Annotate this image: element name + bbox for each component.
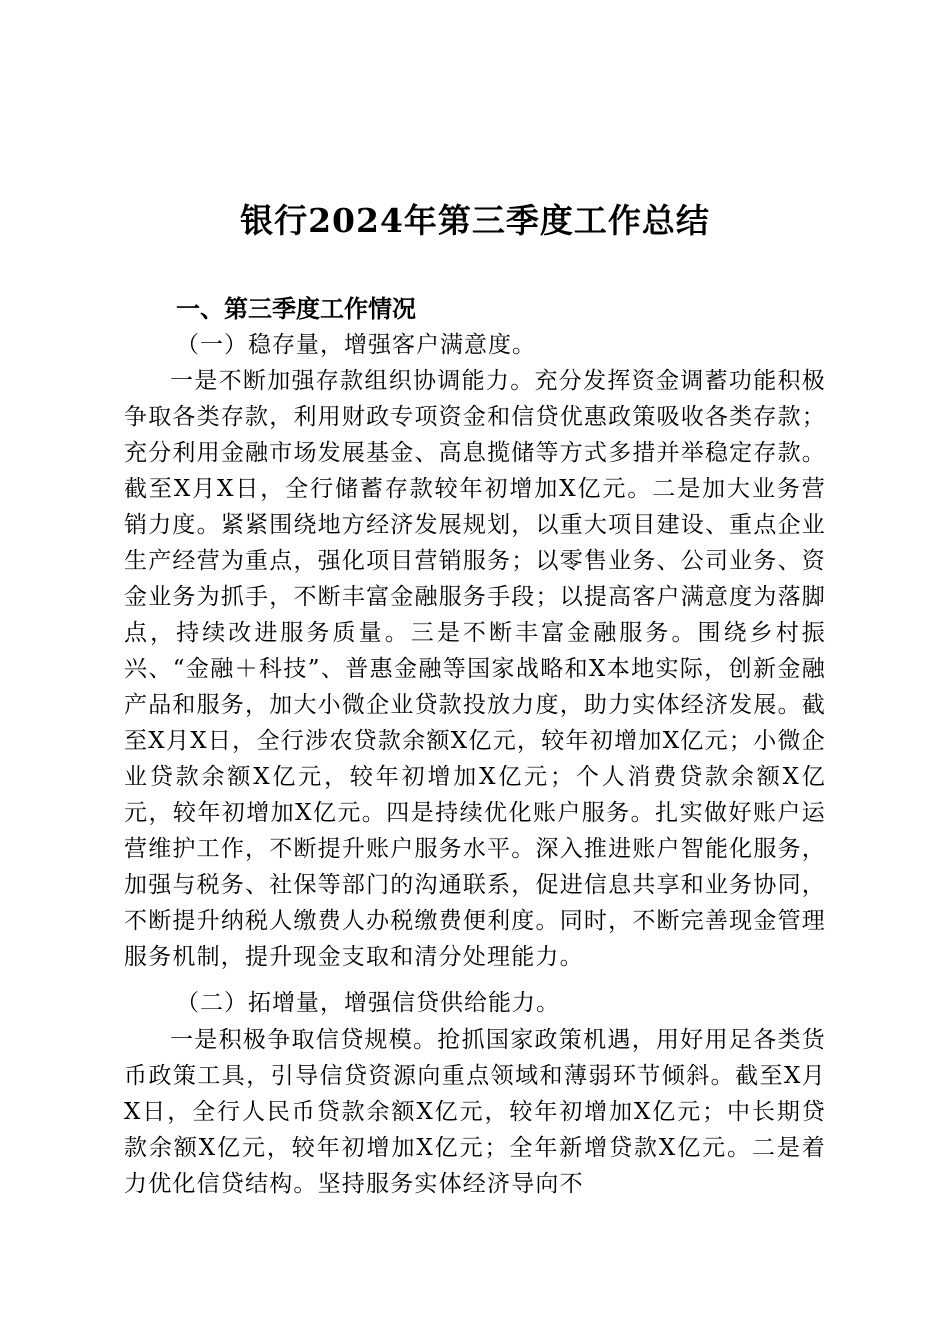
subsection-heading-expand-credit: （二）拓增量，增强信贷供给能力。 xyxy=(176,990,560,1016)
subsection-heading-stabilize-deposits: （一）稳存量，增强客户满意度。 xyxy=(176,332,536,358)
section-heading-work-status: 一、第三季度工作情况 xyxy=(176,295,416,323)
document-title: 银行2024年第三季度工作总结 xyxy=(240,201,710,240)
paragraph-stabilize-deposits: 一是不断加强存款组织协调能力。充分发挥资金调蓄功能积极争取各类存款，利用财政专项资金和信贷优惠政策吸收各类存款；充分利用金融市场发展基金、高息揽储等方式多措并举稳定存款。截至X月X日，全行储蓄存款较年初增加X亿元。二是加大业务营销力度。紧紧围绕地方经济发展规划，以重大项目建设、重点企业生产经营为重点，强化项目营销服务；以零售业务、公司业务、资金业务为抓手，不断丰富金融服务手段；以提高客户满意度为落脚点，持续改进服务质量。三是不断丰富金融服务。围绕乡村振兴、“金融＋科技”、普惠金融等国家战略和X本地实际，创新金融产品和服务，加大小微企业贷款投放力度，助力实体经济发展。截至X月X日，全行涉农贷款余额X亿元，较年初增加X亿元；小微企业贷款余额X亿元，较年初增加X亿元；个人消费贷款余额X亿元，较年初增加X亿元。四是持续优化账户服务。扎实做好账户运营维护工作，不断提升账户服务水平。深入推进账户智能化服务，加强与税务、社保等部门的沟通联系，促进信息共享和业务协同，不断提升纳税人缴费人办税缴费便利度。同时，不断完善现金管理服务机制，提升现金支取和清分处理能力。 xyxy=(124,368,826,970)
paragraph-expand-credit: 一是积极争取信贷规模。抢抓国家政策机遇，用好用足各类货币政策工具，引导信贷资源向重点领域和薄弱环节倾斜。截至X月X日，全行人民币贷款余额X亿元，较年初增加X亿元；中长期贷款余额X亿元，较年初增加X亿元；全年新增贷款X亿元。二是着力优化信贷结构。坚持服务实体经济导向不 xyxy=(124,1027,826,1197)
